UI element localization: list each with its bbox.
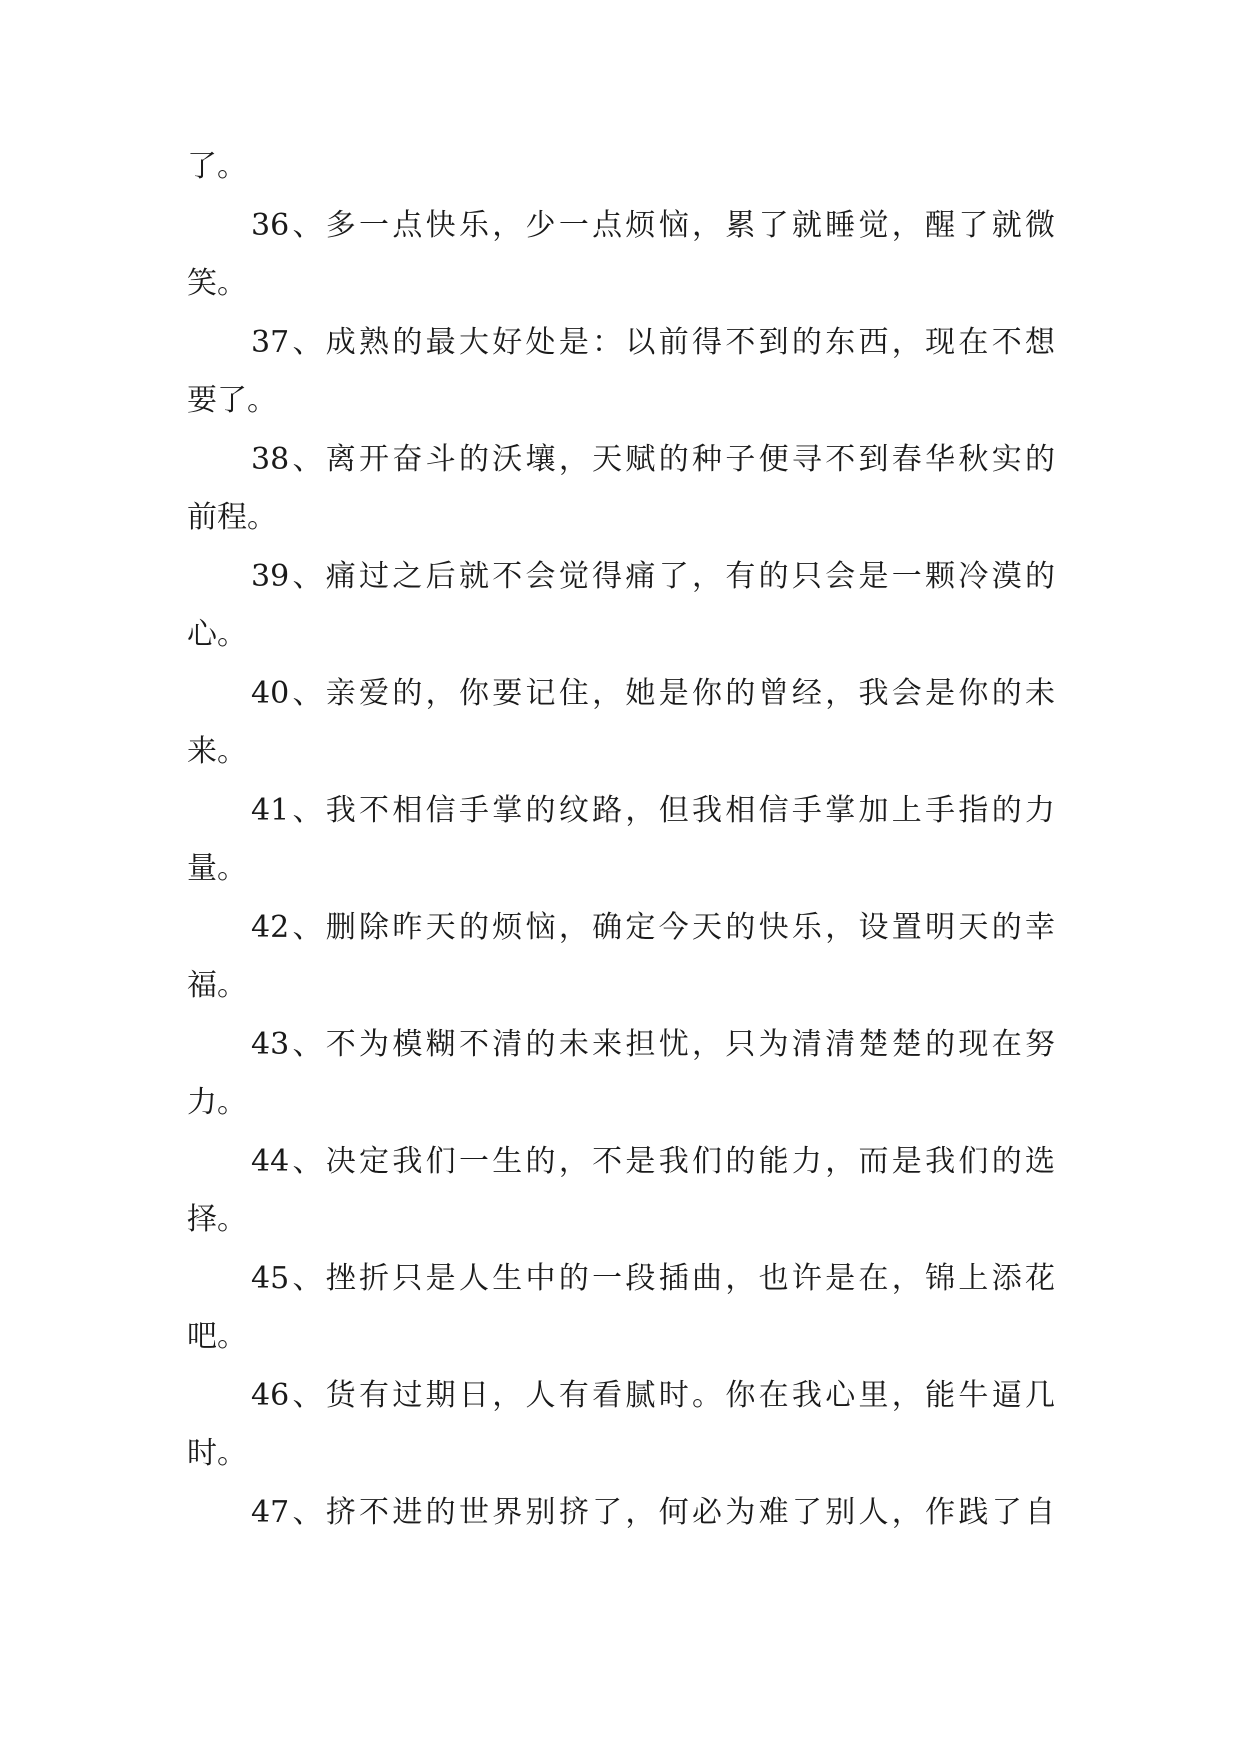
text-line: 要了。 <box>187 383 277 418</box>
text-line: 37、成熟的最大好处是：以前得不到的东西，现在不想 <box>251 324 1055 360</box>
text-line: 心。 <box>187 617 247 652</box>
text-line: 时。 <box>187 1436 247 1471</box>
text-line: 来。 <box>187 734 247 769</box>
text-line: 43、不为模糊不清的未来担忧，只为清清楚楚的现在努 <box>251 1026 1055 1062</box>
text-line: 笑。 <box>187 266 247 301</box>
text-line: 福。 <box>187 968 247 1003</box>
text-line: 力。 <box>187 1085 247 1120</box>
document-body <box>187 138 1055 1542</box>
text-line: 前程。 <box>187 500 277 535</box>
text-line: 45、挫折只是人生中的一段插曲，也许是在，锦上添花 <box>251 1260 1055 1296</box>
text-line: 吧。 <box>187 1319 247 1354</box>
text-line: 择。 <box>187 1202 247 1237</box>
text-line: 46、货有过期日，人有看腻时。你在我心里，能牛逼几 <box>251 1377 1055 1413</box>
text-line: 了。 <box>187 149 247 184</box>
text-line: 38、离开奋斗的沃壤，天赋的种子便寻不到春华秋实的 <box>251 441 1055 477</box>
text-line: 44、决定我们一生的，不是我们的能力，而是我们的选 <box>251 1143 1055 1179</box>
text-line: 41、我不相信手掌的纹路，但我相信手掌加上手指的力 <box>251 792 1055 828</box>
text-line: 量。 <box>187 851 247 886</box>
text-line: 47、挤不进的世界别挤了，何必为难了别人，作践了自 <box>251 1494 1055 1530</box>
text-line: 40、亲爱的，你要记住，她是你的曾经，我会是你的未 <box>251 675 1055 711</box>
text-line: 42、删除昨天的烦恼，确定今天的快乐，设置明天的幸 <box>251 909 1055 945</box>
text-line: 39、痛过之后就不会觉得痛了，有的只会是一颗冷漠的 <box>251 558 1055 594</box>
text-line: 36、多一点快乐，少一点烦恼，累了就睡觉，醒了就微 <box>251 207 1055 243</box>
